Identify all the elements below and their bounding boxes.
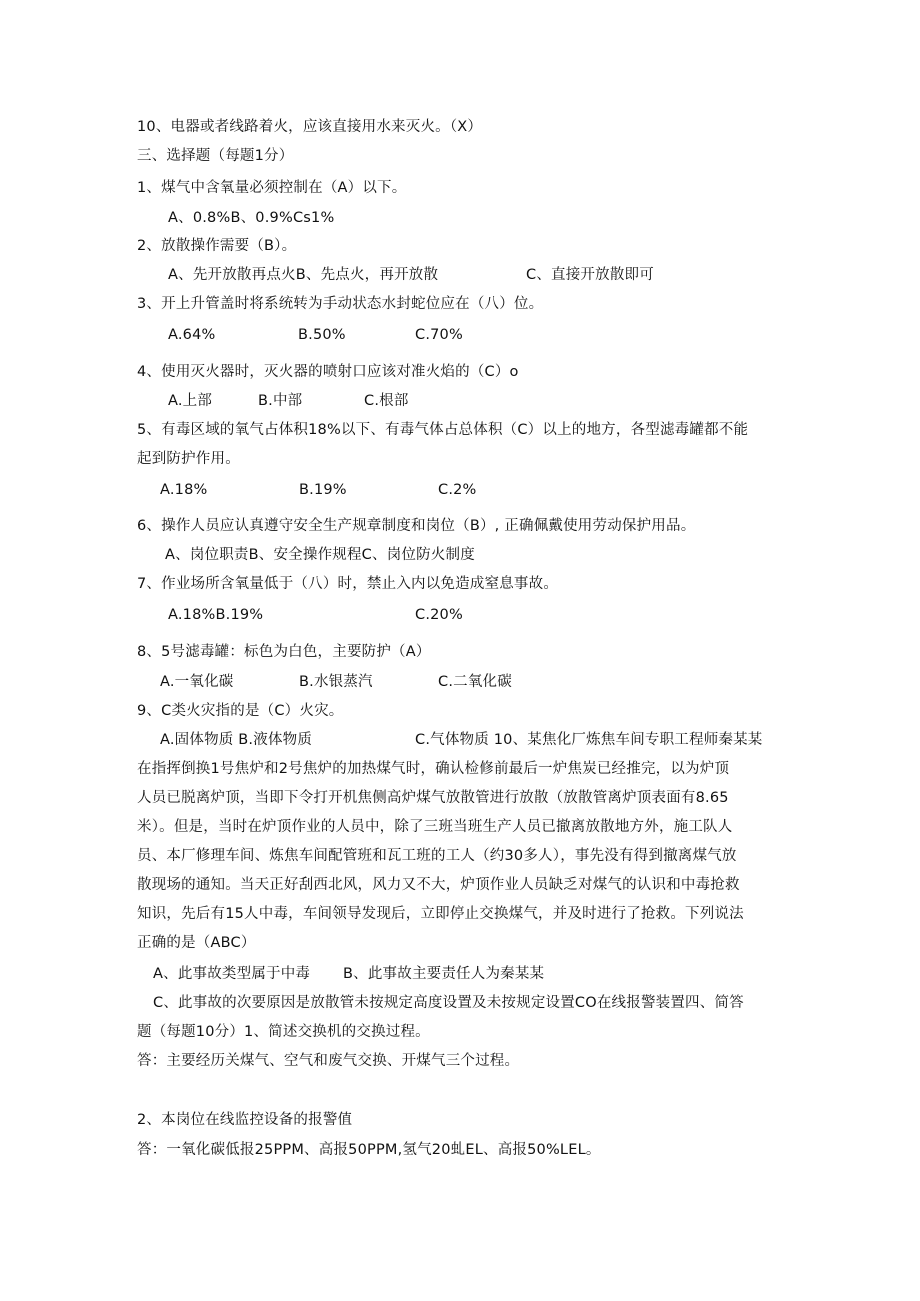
option-c-and-question-10: C.气体物质 10、某焦化厂炼焦车间专职工程师秦某某	[415, 732, 763, 748]
option-a: A.一氧化碳	[160, 674, 234, 690]
question-1-options: A、0.8%B、0.9%Cs1%	[168, 210, 335, 226]
option-c: C.2%	[438, 482, 477, 498]
option-b: B.50%	[298, 327, 346, 343]
question-6: 6、操作人员应认真遵守安全生产规章制度和岗位（B）, 正确佩戴使用劳动保护用品。	[137, 518, 696, 534]
option-ab: A.固体物质 B.液体物质	[160, 732, 313, 748]
option-a: A.64%	[168, 327, 216, 343]
question-1: 1、煤气中含氧量必须控制在（A）以下。	[137, 180, 407, 196]
question-10-body: 散现场的通知。当天正好刮西北风，风力又不大，炉顶作业人员缺乏对煤气的认识和中毒抢救	[137, 877, 740, 893]
question-10-body: 在指挥倒换1号焦炉和2号焦炉的加热煤气时，确认检修前最后一炉焦炭已经推完，以为炉顶	[137, 761, 730, 777]
option-b: B.19%	[299, 482, 347, 498]
option-a: A.上部	[168, 393, 213, 409]
question-10-body: 员、本厂修理车间、炼焦车间配管班和瓦工班的工人（约30多人），事先没有得到撤离煤气放	[137, 848, 737, 864]
question-10-body: 知识，先后有15人中毒，车间领导发现后，立即停止交换煤气，并及时进行了抢救。下列说法	[137, 906, 744, 922]
option-a: A、先开放散再点火B、先点火，再开放散	[168, 267, 439, 283]
option-a: A.18%	[160, 482, 208, 498]
answer-2: 答：一氧化碳低报25PPM、高报50PPM,氢气20虬EL、高报50%LEL。	[137, 1142, 601, 1158]
question-7: 7、作业场所含氧量低于（八）时，禁止入内以免造成窒息事故。	[137, 576, 559, 592]
question-3: 3、开上升管盖时将系统转为手动状态水封蛇位应在（八）位。	[137, 296, 544, 312]
section-short-answer: 题（每题10分）1、简述交换机的交换过程。	[137, 1024, 430, 1040]
section-heading-choice: 三、选择题（每题1分）	[137, 148, 294, 164]
question-10-body: 人员已脱离炉顶，当即下令打开机焦侧高炉煤气放散管进行放散（放散管离炉顶表面有8.65	[137, 790, 729, 806]
option-a: A、此事故类型属于中毒	[153, 966, 311, 982]
option-c: C.根部	[364, 393, 409, 409]
question-10-prompt: 正确的是（ABC）	[137, 935, 256, 951]
question-4: 4、使用灭火器时，灭火器的喷射口应该对准火焰的（C）o	[137, 364, 519, 380]
question-5: 5、有毒区域的氧气占体积18%以下、有毒气体占总体积（C）以上的地方，各型滤毒罐都不能	[137, 422, 749, 438]
question-8: 8、5号滤毒罐：标色为白色，主要防护（A）	[137, 644, 431, 660]
judgment-item-10: 10、电器或者线路着火，应该直接用水来灭火。（X）	[137, 119, 483, 135]
option-c: C、直接开放散即可	[526, 267, 654, 283]
option-b: B、此事故主要责任人为秦某某	[343, 966, 545, 982]
question-5-continued: 起到防护作用。	[137, 451, 240, 467]
option-b: B.水银蒸汽	[299, 674, 373, 690]
question-10-option-c: C、此事故的次要原因是放散管未按规定高度设置及未按规定设置CO在线报警装置四、简答	[153, 995, 744, 1011]
answer-1: 答：主要经历关煤气、空气和废气交换、开煤气三个过程。	[137, 1053, 520, 1069]
option-c: C.20%	[415, 607, 463, 623]
question-6-options: A、岗位职责B、安全操作规程C、岗位防火制度	[165, 547, 475, 563]
question-10-body: 米）。但是，当时在炉顶作业的人员中，除了三班当班生产人员已撤离放散地方外，施工队人	[137, 819, 733, 835]
option-c: C.70%	[415, 327, 463, 343]
option-ab: A.18%B.19%	[168, 607, 264, 623]
short-question-2: 2、本岗位在线监控设备的报警值	[137, 1112, 353, 1128]
option-c: C.二氧化碳	[438, 674, 512, 690]
option-b: B.中部	[258, 393, 303, 409]
question-9: 9、C类火灾指的是（C）火灾。	[137, 703, 344, 719]
question-2: 2、放散操作需要（B）。	[137, 238, 297, 254]
